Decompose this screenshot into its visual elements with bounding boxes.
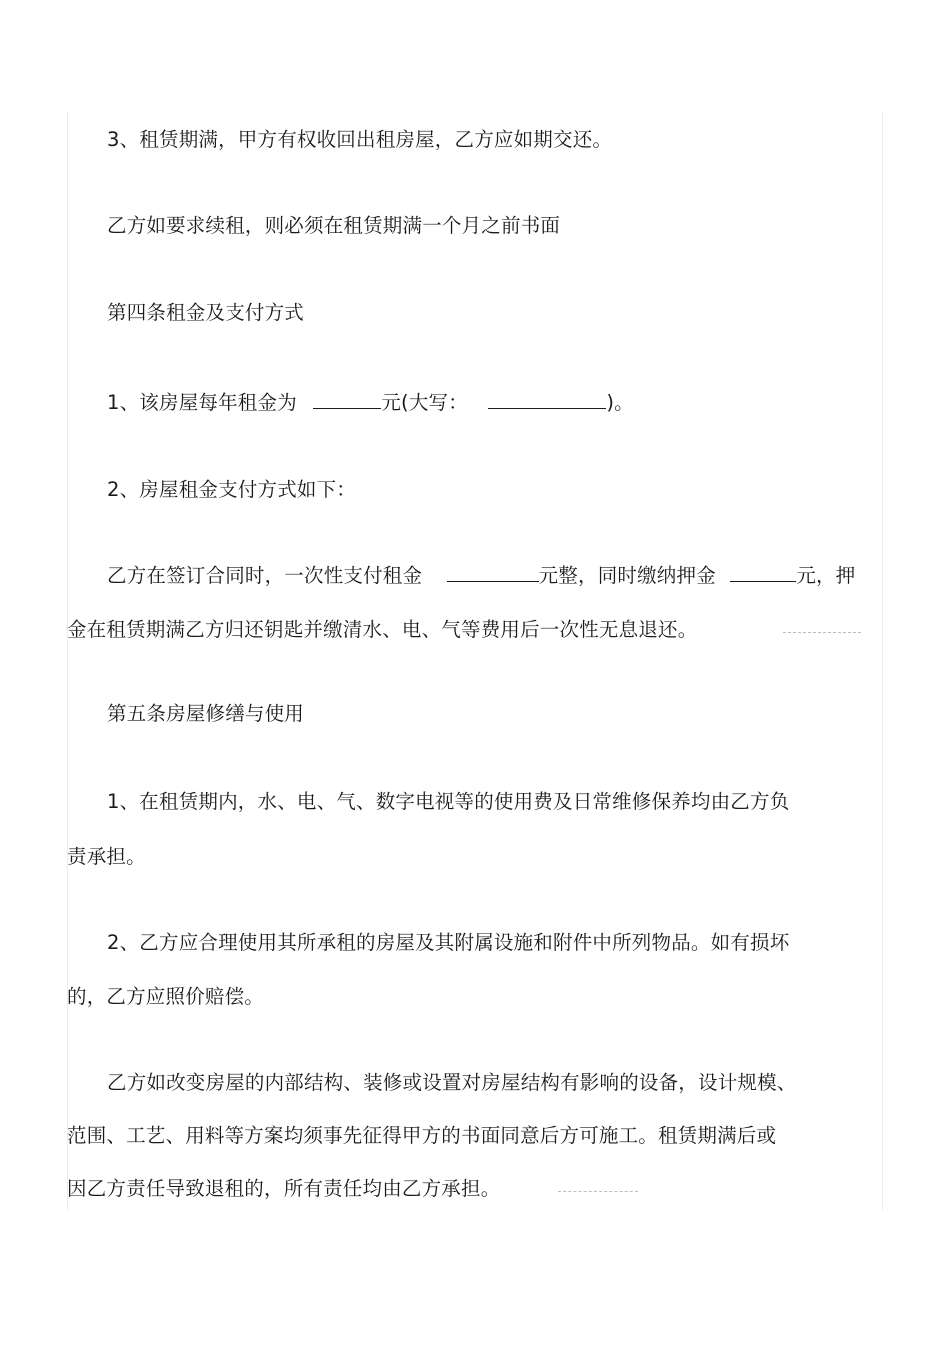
right-margin-line: [882, 112, 883, 1210]
dashed-mark-2: [558, 1191, 638, 1192]
one-time-rent-blank: [447, 563, 539, 582]
structure-change-continued-2: 因乙方责任导致退租的，所有责任均由乙方承担。: [67, 1177, 501, 1200]
uppercase-amount-blank: [488, 390, 606, 409]
deposit-suffix: 元，押: [796, 564, 856, 587]
clause-3-3-text: 3、租赁期满，甲方有权收回出租房屋，乙方应如期交还。: [107, 128, 613, 151]
annual-rent-line: [107, 389, 634, 417]
clause-5-1-text: 1、在租赁期内，水、电、气、数字电视等的使用费及日常维修保养均由乙方负: [107, 790, 790, 813]
payment-method-heading: 2、房屋租金支付方式如下：: [107, 478, 357, 501]
structure-change-text: 乙方如改变房屋的内部结构、装修或设置对房屋结构有影响的设备，设计规模、: [107, 1071, 797, 1094]
clause-5-2-continued: 的，乙方应照价赔偿。: [67, 985, 265, 1008]
closing-paren: )。: [606, 391, 634, 414]
clause-5-2-text: 2、乙方应合理使用其所承租的房屋及其附属设施和附件中所列物品。如有损坏: [107, 931, 790, 954]
article-5-heading: 第五条房屋修缮与使用: [107, 702, 305, 725]
article-4-heading: 第四条租金及支付方式: [107, 301, 305, 324]
payment-line: [107, 562, 855, 590]
structure-change-continued-1: 范围、工艺、用料等方案均须事先征得甲方的书面同意后方可施工。租赁期满后或: [67, 1124, 777, 1147]
deposit-refund-text: 金在租赁期满乙方归还钥匙并缴清水、电、气等费用后一次性无息退还。: [67, 618, 698, 641]
deposit-label: 元整，同时缴纳押金: [538, 564, 716, 587]
clause-5-1-continued: 责承担。: [67, 845, 146, 868]
deposit-blank: [730, 563, 796, 582]
annual-rent-blank: [313, 390, 381, 409]
dashed-mark: [783, 632, 861, 633]
renewal-text: 乙方如要求续租，则必须在租赁期满一个月之前书面: [107, 214, 561, 237]
annual-rent-label: 1、该房屋每年租金为: [107, 391, 297, 414]
left-margin-line: [67, 112, 68, 1210]
uppercase-label: 元(大写：: [381, 391, 468, 414]
one-time-rent-label: 乙方在签订合同时，一次性支付租金: [107, 564, 423, 587]
